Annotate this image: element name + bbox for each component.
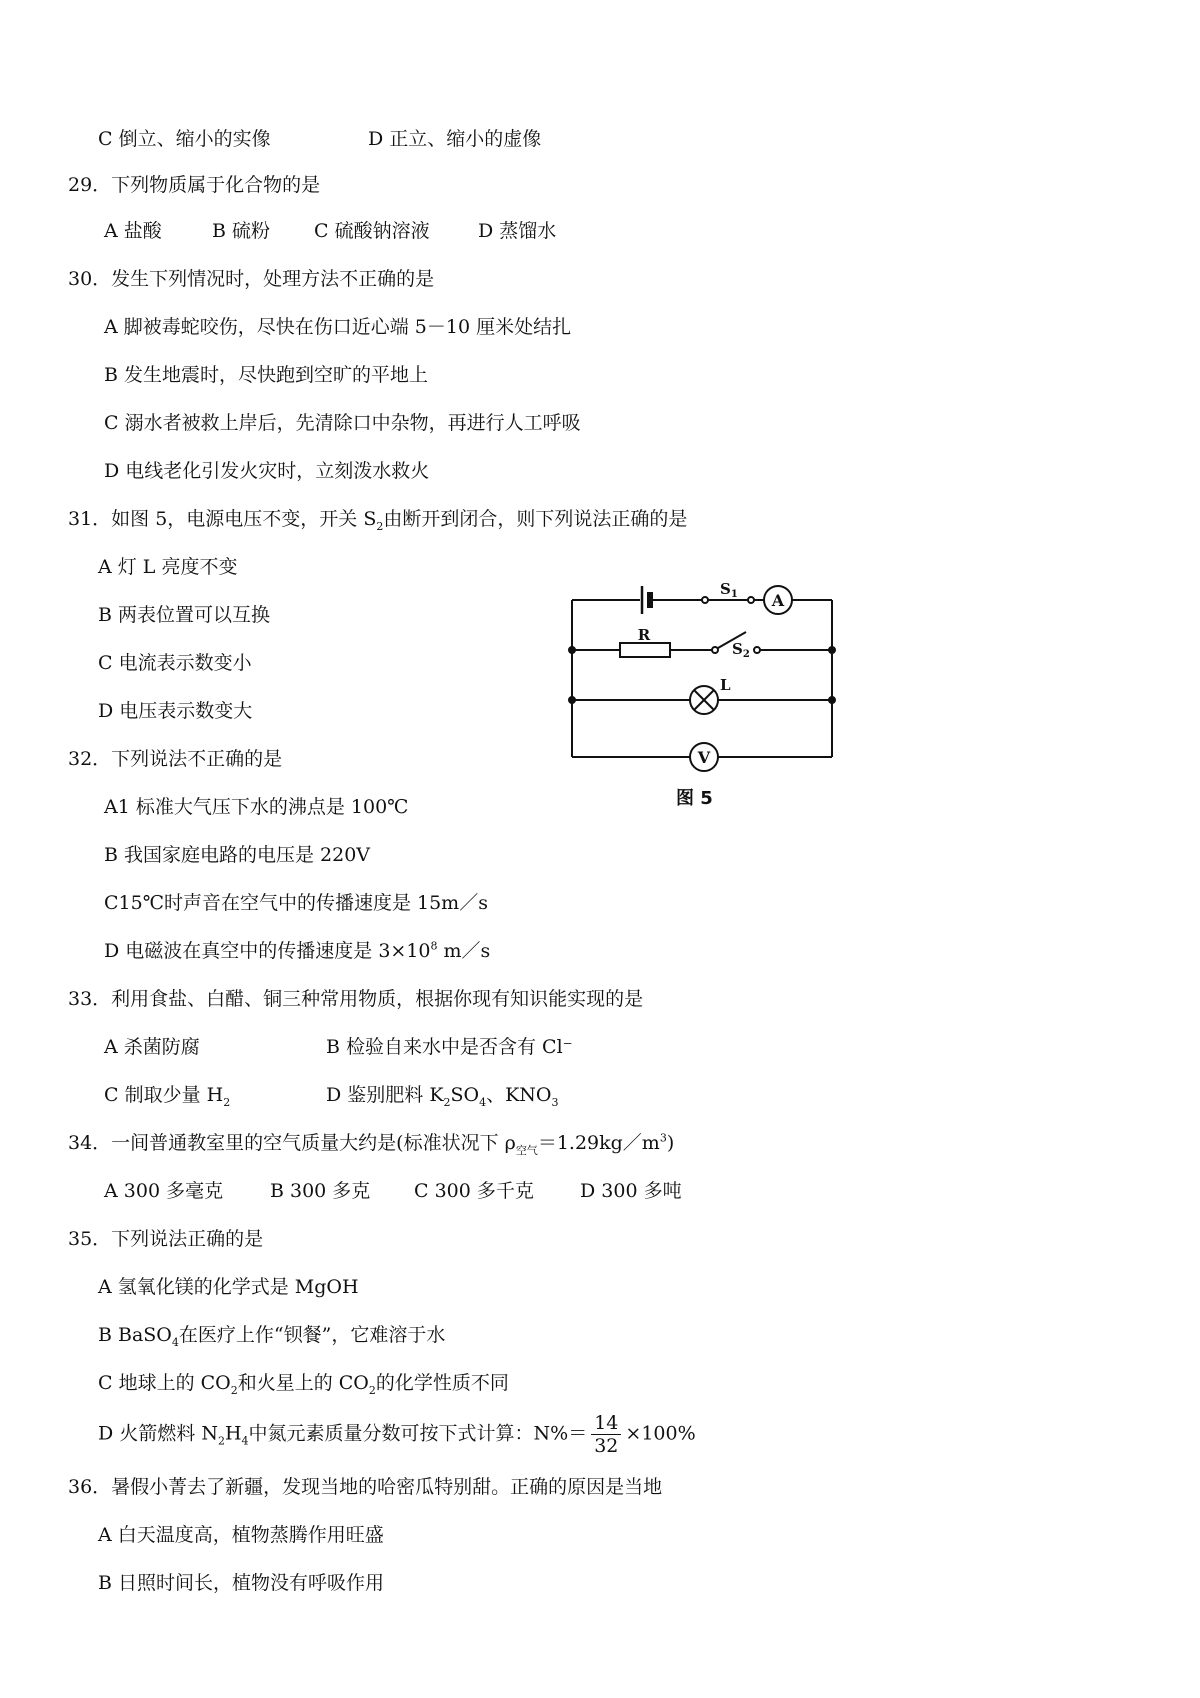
s1-contact-right	[748, 597, 754, 603]
q33-option-b: B 检验自来水中是否含有 Cl⁻	[326, 1036, 573, 1058]
q36-stem: 36．暑假小菁去了新疆，发现当地的哈密瓜特别甜。正确的原因是当地	[68, 1476, 663, 1498]
q29-option-b: B 硫粉	[212, 220, 271, 242]
q30-option-a: A 脚被毒蛇咬伤，尽快在伤口近心端 5－10 厘米处结扎	[104, 316, 572, 338]
s1-contact-left	[702, 597, 708, 603]
q36-option-b: B 日照时间长，植物没有呼吸作用	[98, 1572, 385, 1594]
q32-option-c: C15℃时声音在空气中的传播速度是 15m／s	[104, 892, 488, 914]
q33-option-c: C 制取少量 $H_2$	[104, 1084, 231, 1109]
resistor-r	[620, 643, 670, 657]
q34-option-c: C 300 多千克	[414, 1180, 534, 1202]
resistor-label: R	[637, 626, 651, 644]
s2-contact-left	[712, 647, 718, 653]
junction-dot	[569, 697, 575, 703]
s1-label: $S_1$	[720, 582, 738, 600]
q28-option-c: C 倒立、缩小的实像	[98, 128, 271, 150]
figure-caption: 图 5	[676, 788, 713, 809]
q35-stem: 35．下列说法正确的是	[68, 1228, 264, 1250]
q29-option-d: D 蒸馏水	[478, 220, 557, 242]
q33-option-d: D 鉴别肥料 $K_2SO_4$、$KNO_3$	[326, 1084, 559, 1109]
q32-option-b: B 我国家庭电路的电压是 220V	[104, 844, 371, 866]
junction-dot	[829, 697, 835, 703]
lamp-label: L	[720, 676, 731, 694]
q35-option-a: A 氢氧化镁的化学式是 MgOH	[98, 1276, 359, 1298]
q34-option-d: D 300 多吨	[580, 1180, 682, 1202]
circuit-diagram	[562, 582, 852, 782]
q31-stem: 31．如图 5，电源电压不变，开关 $S_2$由断开到闭合，则下列说法正确的是	[68, 508, 688, 533]
ammeter-label: A	[771, 591, 785, 610]
q34-stem: 34．一间普通教室里的空气质量大约是(标准状况下 $\rho_{空气}=1.29kg/m^3$)	[68, 1131, 675, 1157]
mass-fraction: $\frac{14}{32}$	[591, 1412, 621, 1457]
q28-option-d: D 正立、缩小的虚像	[368, 128, 542, 150]
q31-option-a: A 灯 L 亮度不变	[98, 556, 238, 578]
junction-dot	[569, 647, 575, 653]
q30-option-c: C 溺水者被救上岸后，先清除口中杂物，再进行人工呼吸	[104, 412, 581, 434]
q29-stem: 29．下列物质属于化合物的是	[68, 174, 321, 196]
s2-contact-right	[754, 647, 760, 653]
q30-option-d: D 电线老化引发火灾时，立刻泼水救火	[104, 460, 430, 482]
q35-option-b: B BaSO$_4$在医疗上作“钡餐”，它难溶于水	[98, 1324, 446, 1349]
q30-option-b: B 发生地震时，尽快跑到空旷的平地上	[104, 364, 429, 386]
q34-option-b: B 300 多克	[270, 1180, 371, 1202]
q32-stem: 32．下列说法不正确的是	[68, 748, 283, 770]
q31-option-b: B 两表位置可以互换	[98, 604, 271, 626]
q29-option-a: A 盐酸	[104, 220, 162, 242]
q33-option-a: A 杀菌防腐	[104, 1036, 200, 1058]
q31-option-c: C 电流表示数变小	[98, 652, 252, 674]
q34-option-a: A 300 多毫克	[104, 1180, 224, 1202]
q32-option-d: D 电磁波在真空中的传播速度是 $3\times 10^8$ m／s	[104, 939, 491, 962]
q35-option-c: C 地球上的 $CO_2$和火星上的 $CO_2$的化学性质不同	[98, 1372, 509, 1397]
junction-dot	[829, 647, 835, 653]
voltmeter-label: V	[697, 748, 711, 767]
q31-option-d: D 电压表示数变大	[98, 700, 253, 722]
q35-option-d: D 火箭燃料 $N_2H_4$中氮元素质量分数可按下式计算：N%＝ $\frac{14}{32}$ ×100%	[98, 1412, 696, 1457]
q30-stem: 30．发生下列情况时，处理方法不正确的是	[68, 268, 435, 290]
s2-label: $S_2$	[732, 640, 750, 660]
q36-option-a: A 白天温度高，植物蒸腾作用旺盛	[98, 1524, 384, 1546]
q33-stem: 33．利用食盐、白醋、铜三种常用物质，根据你现有知识能实现的是	[68, 988, 644, 1010]
q29-option-c: C 硫酸钠溶液	[314, 220, 430, 242]
q32-option-a: A1 标准大气压下水的沸点是 100℃	[104, 796, 409, 818]
